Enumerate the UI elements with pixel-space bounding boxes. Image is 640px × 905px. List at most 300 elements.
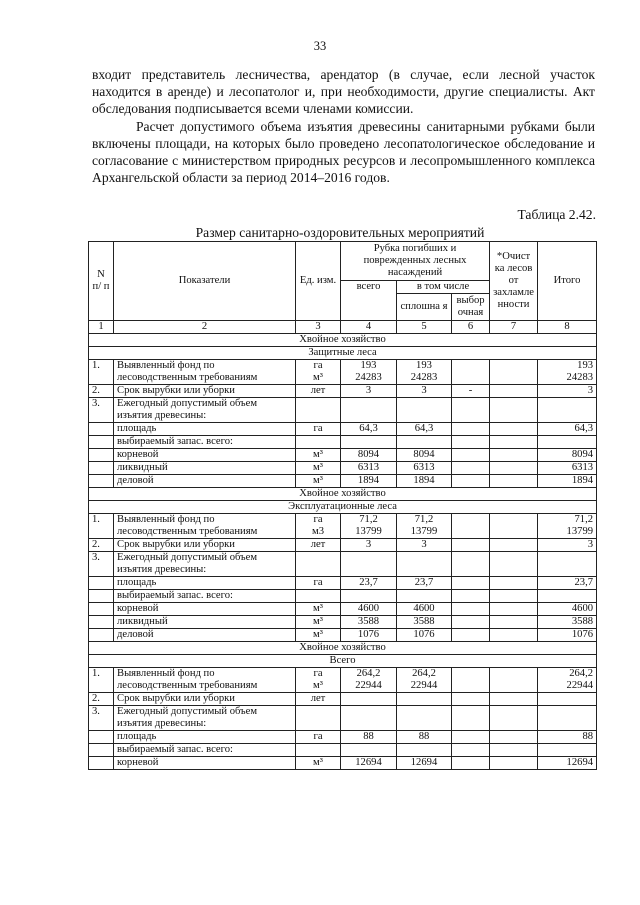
cell-line [493, 731, 534, 743]
cell-line [299, 552, 337, 564]
cell-clear [397, 475, 452, 488]
cell-total [341, 462, 397, 475]
cell-line: Выявленный фонд по [117, 514, 215, 525]
table-row [89, 577, 597, 590]
row-number [89, 757, 114, 770]
cell-total [341, 577, 397, 590]
cell-line [493, 372, 534, 384]
cell-line [493, 603, 534, 615]
cell-line: 3588 [571, 616, 594, 627]
cell-clear [397, 629, 452, 642]
cell-line: 3 [587, 385, 594, 396]
cell-line [541, 564, 593, 576]
cell-sel [452, 514, 490, 539]
cell-line [493, 693, 534, 705]
cell-sel [452, 552, 490, 577]
table-row [89, 552, 597, 577]
cell-itogo [538, 590, 597, 603]
cell-label [114, 398, 296, 423]
cell-line: га [313, 514, 323, 525]
section-title: Хвойное хозяйство [89, 642, 597, 655]
cell-cl [490, 603, 538, 616]
cell-itogo [538, 360, 597, 385]
cell-total [341, 475, 397, 488]
cell-line [541, 744, 593, 756]
cell-unit [296, 360, 341, 385]
cell-unit [296, 398, 341, 423]
cell-line [541, 436, 593, 448]
cell-itogo [538, 757, 597, 770]
cell-unit [296, 616, 341, 629]
cell-sel [452, 539, 490, 552]
cell-line [455, 731, 486, 743]
row-number: 2. [89, 693, 114, 706]
cell-clear [397, 590, 452, 603]
cell-line: м³ [313, 616, 323, 627]
cell-line: 88 [582, 731, 594, 742]
row-number [89, 616, 114, 629]
cell-label [114, 514, 296, 539]
page-number: 33 [313, 39, 327, 53]
cell-line [455, 693, 486, 705]
cell-line: га [313, 360, 323, 371]
cell-line: Срок вырубки или уборки [117, 693, 235, 704]
cell-line: га [313, 668, 323, 679]
cell-cl [490, 744, 538, 757]
cell-line [344, 590, 393, 602]
cell-line: 8094 [357, 449, 380, 460]
cell-cl [490, 539, 538, 552]
cell-cl [490, 462, 538, 475]
cell-line [455, 616, 486, 628]
cell-line [455, 423, 486, 435]
table-row [89, 757, 597, 770]
cell-line [541, 552, 593, 564]
cell-line: Срок вырубки или уборки [117, 385, 235, 396]
cell-line: 264,2 [412, 668, 436, 679]
cell-line [455, 475, 486, 487]
cell-sel [452, 462, 490, 475]
cell-line: деловой [117, 475, 154, 486]
cell-line [493, 398, 534, 410]
cell-line [493, 744, 534, 756]
cell-sel [452, 629, 490, 642]
row-number [89, 744, 114, 757]
cell-line: 6313 [413, 462, 435, 473]
cell-line: корневой [117, 449, 159, 460]
cell-line [299, 590, 337, 602]
cell-total [341, 744, 397, 757]
cell-line [400, 718, 448, 730]
cell-clear [397, 539, 452, 552]
cell-line [400, 552, 448, 564]
cell-line: 1894 [357, 475, 380, 486]
cell-sel [452, 590, 490, 603]
cell-unit [296, 577, 341, 590]
cell-line: выбираемый запас. всего: [117, 744, 233, 755]
cell-unit [296, 449, 341, 462]
cell-unit [296, 385, 341, 398]
cell-line: 71,2 [574, 514, 594, 525]
cell-line: 6313 [571, 462, 594, 473]
cell-line [455, 629, 486, 641]
cell-line: корневой [117, 603, 159, 614]
cell-itogo [538, 577, 597, 590]
cell-line: 193 [577, 360, 594, 371]
cell-line: м³ [313, 462, 323, 473]
cell-line [493, 360, 534, 372]
table-row [89, 385, 597, 398]
header-colnums [89, 321, 597, 334]
cell-line [455, 410, 486, 422]
cell-line [455, 398, 486, 410]
cell-itogo [538, 539, 597, 552]
cell-label [114, 360, 296, 385]
cell-itogo [538, 475, 597, 488]
cell-clear [397, 385, 452, 398]
cell-line [455, 436, 486, 448]
cell-line: м³ [313, 603, 323, 614]
cell-label [114, 577, 296, 590]
cell-unit [296, 462, 341, 475]
cell-line [299, 706, 337, 718]
cell-label [114, 539, 296, 552]
cell-line: лет [310, 539, 326, 550]
cell-total [341, 706, 397, 731]
cell-cl [490, 629, 538, 642]
cell-unit [296, 590, 341, 603]
cell-line: ликвидный [117, 616, 168, 627]
cell-line: 64,3 [359, 423, 378, 434]
cell-line: 3588 [357, 616, 380, 627]
cell-line [493, 706, 534, 718]
cell-label [114, 693, 296, 706]
cell-line: площадь [117, 577, 157, 588]
cell-line [344, 552, 393, 564]
cell-unit [296, 603, 341, 616]
cell-cl [490, 398, 538, 423]
cell-clear [397, 514, 452, 539]
row-number [89, 462, 114, 475]
table-row [89, 629, 597, 642]
row-number [89, 423, 114, 436]
cell-label [114, 385, 296, 398]
cell-line [493, 757, 534, 769]
cell-clear [397, 577, 452, 590]
cell-line: 13799 [410, 526, 438, 537]
cell-line: 1076 [413, 629, 435, 640]
cell-cl [490, 552, 538, 577]
cell-line [493, 590, 534, 602]
cell-clear [397, 436, 452, 449]
cell-total [341, 398, 397, 423]
cell-line: 3 [365, 539, 372, 550]
header-cutting: Рубка погибших и поврежденных лесных насаждений [341, 242, 490, 281]
cell-line [455, 539, 486, 551]
cell-label [114, 629, 296, 642]
cell-line: 12694 [410, 757, 438, 768]
cell-label [114, 449, 296, 462]
cell-line: 1894 [571, 475, 594, 486]
row-number: 1. [89, 514, 114, 539]
cell-clear [397, 731, 452, 744]
cell-line [299, 564, 337, 576]
header-indicator: Показатели [114, 242, 296, 321]
cell-line: га [313, 577, 323, 588]
cell-label [114, 706, 296, 731]
cell-label [114, 757, 296, 770]
header-unit: Ед. изм. [296, 242, 341, 321]
cell-line [541, 398, 593, 410]
cell-clear [397, 744, 452, 757]
cell-line [455, 757, 486, 769]
cell-cl [490, 668, 538, 693]
cell-line: 8094 [413, 449, 435, 460]
cell-itogo [538, 449, 597, 462]
cell-line [299, 718, 337, 730]
row-number: 3. [89, 398, 114, 423]
cell-itogo [538, 629, 597, 642]
cell-line [493, 680, 534, 692]
cell-total [341, 693, 397, 706]
cell-line: 71,2 [359, 514, 378, 525]
cell-line: Выявленный фонд по [117, 360, 215, 371]
row-number: 3. [89, 552, 114, 577]
table-row [89, 706, 597, 731]
cell-sel [452, 693, 490, 706]
cell-line: лесоводственным требованиям [117, 372, 258, 383]
cell-cl [490, 436, 538, 449]
cell-line [455, 462, 486, 474]
cell-line: 13799 [566, 526, 594, 537]
cell-line: м3 [311, 526, 324, 537]
cell-line [344, 693, 393, 705]
cell-line [455, 372, 486, 384]
cell-line [400, 744, 448, 756]
cell-sel [452, 436, 490, 449]
cell-line: 12694 [355, 757, 382, 768]
cell-label [114, 552, 296, 577]
table-row [89, 423, 597, 436]
row-number [89, 449, 114, 462]
cell-itogo [538, 706, 597, 731]
cell-clear [397, 757, 452, 770]
cell-itogo [538, 616, 597, 629]
cell-line [455, 577, 486, 589]
cell-line [455, 449, 486, 461]
cell-itogo [538, 693, 597, 706]
colnum: 4 [341, 321, 397, 334]
row-number: 2. [89, 385, 114, 398]
cell-itogo [538, 744, 597, 757]
header-clear: сплошна я [397, 294, 452, 321]
cell-total [341, 552, 397, 577]
table-row [89, 398, 597, 423]
cell-line: 1076 [357, 629, 380, 640]
cell-line: м³ [313, 680, 323, 691]
header-num: N п/ п [89, 242, 114, 321]
cell-cl [490, 693, 538, 706]
cell-sel [452, 616, 490, 629]
section-title: Хвойное хозяйство [89, 488, 597, 501]
row-number [89, 629, 114, 642]
cell-clear [397, 449, 452, 462]
cell-line [455, 744, 486, 756]
cell-line: 4600 [413, 603, 435, 614]
cell-total [341, 757, 397, 770]
row-number [89, 590, 114, 603]
cell-itogo [538, 668, 597, 693]
cell-total [341, 449, 397, 462]
table-row [89, 731, 597, 744]
cell-line: лесоводственным требованиям [117, 680, 258, 691]
cell-line: 71,2 [414, 514, 434, 525]
row-number [89, 731, 114, 744]
cell-unit [296, 423, 341, 436]
cell-sel [452, 706, 490, 731]
cell-line: выбираемый запас. всего: [117, 590, 233, 601]
cell-line: площадь [117, 423, 157, 434]
cell-unit [296, 475, 341, 488]
cell-line [455, 526, 486, 538]
cell-line [400, 564, 448, 576]
cell-line: м³ [313, 629, 323, 640]
cell-cl [490, 475, 538, 488]
cell-sel [452, 398, 490, 423]
cell-line: 4600 [357, 603, 380, 614]
cell-line [455, 603, 486, 615]
cell-total [341, 668, 397, 693]
cell-line: 8094 [571, 449, 594, 460]
cell-line: 264,2 [356, 668, 381, 679]
row-number: 3. [89, 706, 114, 731]
section-title-row [89, 655, 597, 668]
table-row [89, 514, 597, 539]
cell-unit [296, 552, 341, 577]
cell-line: 64,3 [414, 423, 434, 434]
cell-line: изъятия древесины: [117, 718, 207, 729]
cell-line: лесоводственным требованиям [117, 526, 258, 537]
cell-line: м³ [313, 372, 323, 383]
table-row [89, 360, 597, 385]
colnum: 6 [452, 321, 490, 334]
cell-itogo [538, 731, 597, 744]
cell-line: 24283 [355, 372, 382, 383]
colnum: 7 [490, 321, 538, 334]
table-row [89, 590, 597, 603]
section-title-row [89, 642, 597, 655]
cell-line: 22944 [566, 680, 594, 691]
cell-line: 3588 [413, 616, 435, 627]
table-row [89, 475, 597, 488]
cell-line [299, 398, 337, 410]
cell-line: корневой [117, 757, 159, 768]
cell-total [341, 616, 397, 629]
section-title: Эксплуатационные леса [89, 501, 597, 514]
cell-line: 1894 [413, 475, 435, 486]
cell-line [493, 718, 534, 730]
cell-line: Выявленный фонд по [117, 668, 215, 679]
cell-line [493, 449, 534, 461]
table-row [89, 693, 597, 706]
cell-line: Ежегодный допустимый объем [117, 706, 258, 717]
cell-cl [490, 449, 538, 462]
cell-line [400, 410, 448, 422]
cell-line: 88 [418, 731, 430, 742]
cell-line [400, 398, 448, 410]
cell-label [114, 616, 296, 629]
cell-unit [296, 539, 341, 552]
cell-line [493, 385, 534, 397]
cell-line [493, 564, 534, 576]
cell-cl [490, 423, 538, 436]
cell-line: 12694 [566, 757, 594, 768]
cell-total [341, 539, 397, 552]
cell-line: лет [310, 693, 326, 704]
cell-line [455, 590, 486, 602]
cell-cl [490, 514, 538, 539]
cell-label [114, 731, 296, 744]
cell-line: 24283 [566, 372, 594, 383]
cell-cl [490, 706, 538, 731]
cell-line [455, 718, 486, 730]
header-total-cut: всего [341, 281, 397, 321]
cell-label [114, 423, 296, 436]
cell-itogo [538, 398, 597, 423]
cell-line [344, 744, 393, 756]
cell-line: 23,7 [359, 577, 378, 588]
cell-line [455, 564, 486, 576]
cell-line [493, 475, 534, 487]
section-title: Защитные леса [89, 347, 597, 360]
cell-line: Срок вырубки или уборки [117, 539, 235, 550]
colnum: 3 [296, 321, 341, 334]
table-row [89, 616, 597, 629]
cell-line [541, 718, 593, 730]
cell-line: 88 [363, 731, 374, 742]
cell-line [493, 616, 534, 628]
table-row [89, 668, 597, 693]
cell-total [341, 603, 397, 616]
cell-label [114, 475, 296, 488]
cell-cl [490, 577, 538, 590]
cell-line [299, 436, 337, 448]
cell-line [493, 552, 534, 564]
row-number [89, 603, 114, 616]
cell-itogo [538, 385, 597, 398]
cell-clear [397, 616, 452, 629]
body-text [92, 66, 595, 186]
cell-clear [397, 360, 452, 385]
cell-unit [296, 757, 341, 770]
cell-itogo [538, 462, 597, 475]
cell-sel [452, 385, 490, 398]
cell-label [114, 590, 296, 603]
cell-label [114, 668, 296, 693]
table-row [89, 539, 597, 552]
cell-sel [452, 757, 490, 770]
cell-sel [452, 731, 490, 744]
cell-line [455, 706, 486, 718]
cell-line [541, 706, 593, 718]
cell-sel [452, 577, 490, 590]
cell-line: 64,3 [574, 423, 594, 434]
cell-line: 3 [587, 539, 594, 550]
cell-cl [490, 360, 538, 385]
cell-line: 264,2 [569, 668, 594, 679]
header-clearing: *Очист ка лесов от захламле нности [490, 242, 538, 321]
cell-line: 13799 [355, 526, 382, 537]
